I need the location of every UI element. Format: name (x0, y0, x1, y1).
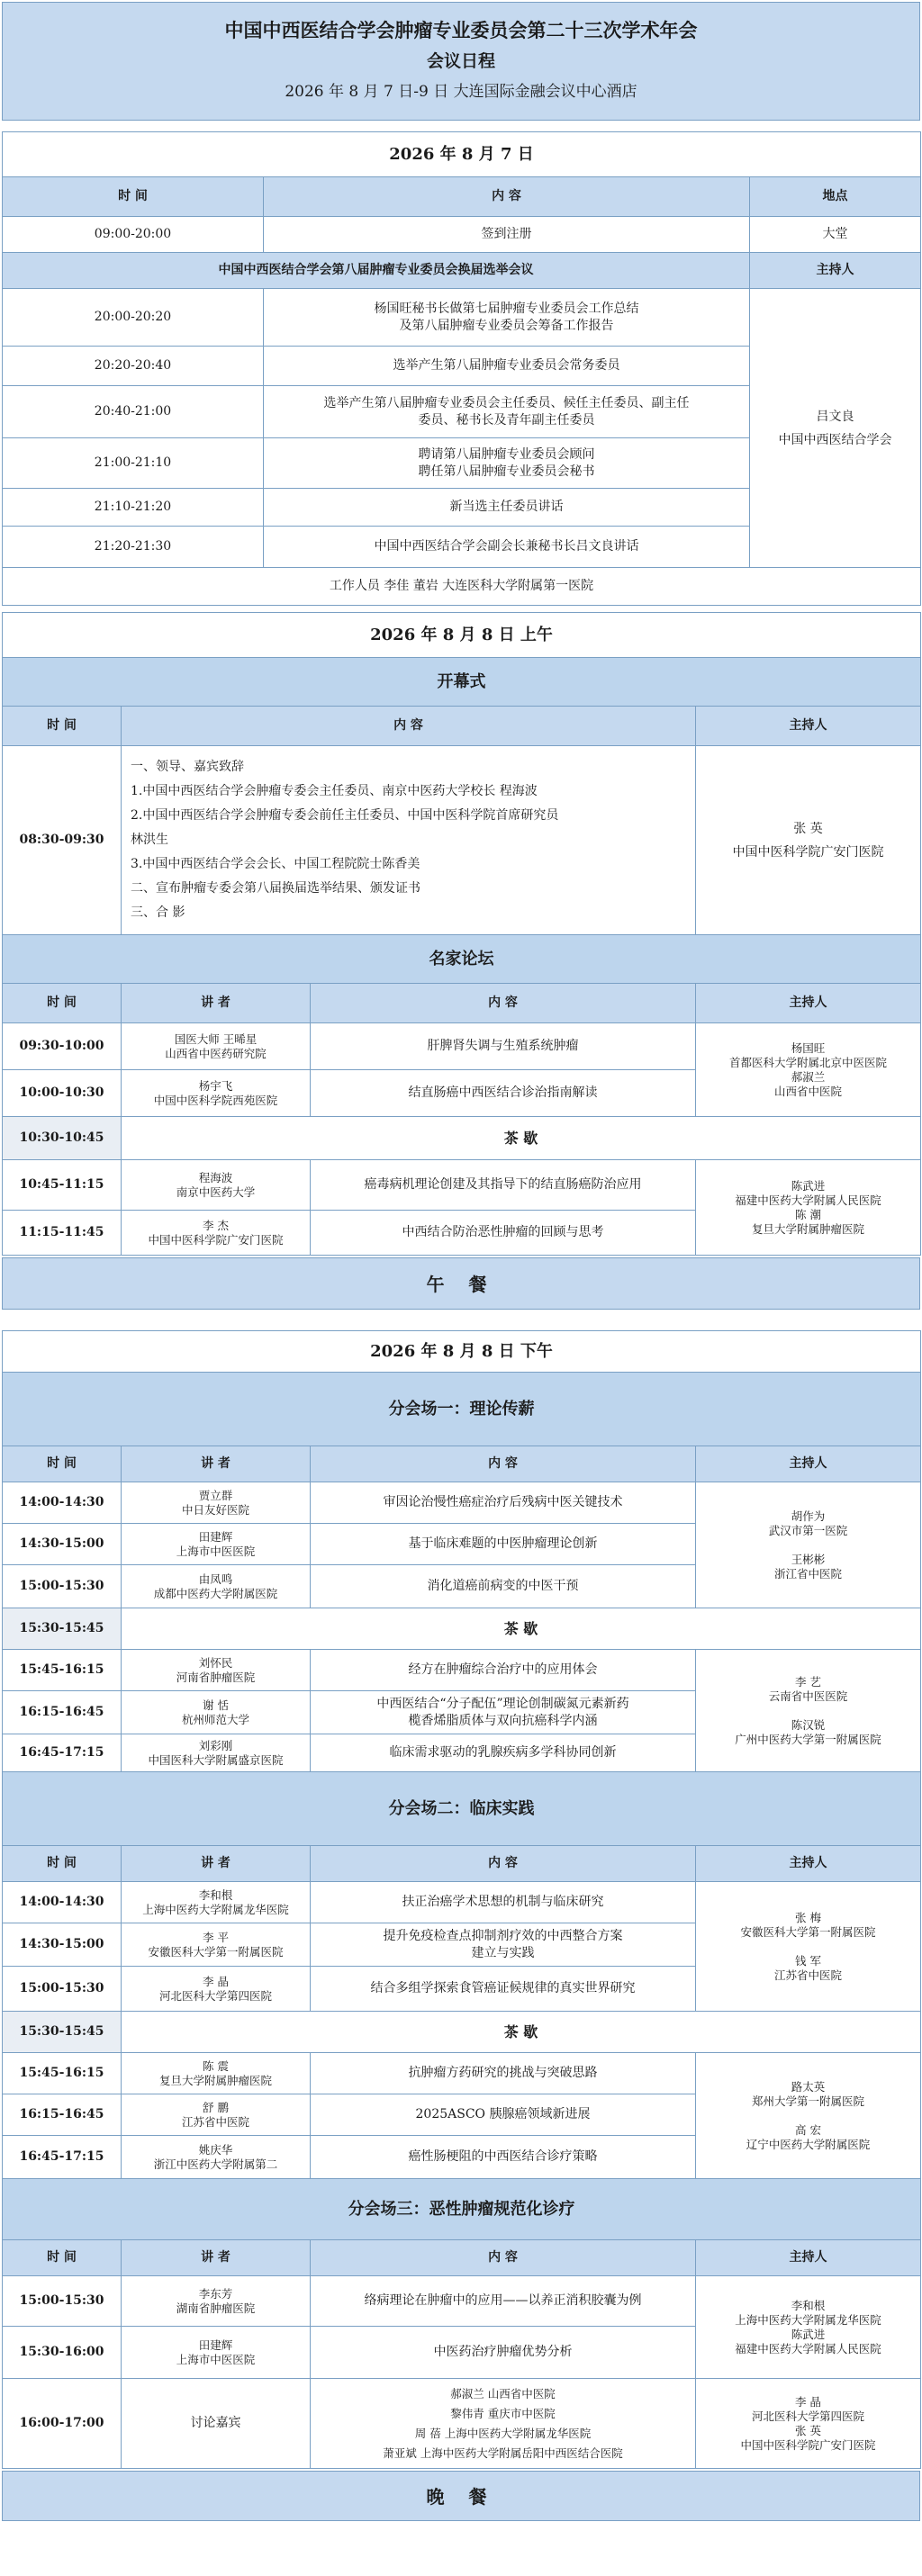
table-row-time: 20:40-21:00 (3, 386, 264, 438)
table-row-time: 15:00-15:30 (3, 1967, 122, 2012)
table-row-time: 16:15-16:45 (3, 1691, 122, 1734)
table-row-content: 结直肠癌中西医结合诊治指南解读 (311, 1070, 696, 1117)
list-item: 一、领导、嘉宾致辞 (131, 760, 244, 774)
table-row-time: 21:00-21:10 (3, 438, 264, 489)
table-row-time: 10:45-11:15 (3, 1160, 122, 1211)
list-item: 林洪生 (131, 833, 168, 847)
table-row-time: 09:30-10:00 (3, 1023, 122, 1070)
table-row-time: 21:20-21:30 (3, 527, 264, 568)
forum-title: 名家论坛 (3, 935, 921, 984)
table-row-speaker: 国医大师 王晞星 山西省中医药研究院 (122, 1023, 311, 1070)
table-row-content: 中西医结合“分子配伍”理论创制碳氮元素新药 榄香烯脂质体与双向抗癌科学内涵 (311, 1691, 696, 1734)
col-time: 时 间 (3, 707, 122, 746)
table-row-content: 基于临床难题的中医肿瘤理论创新 (311, 1524, 696, 1565)
table-row-content: 审因论治慢性癌症治疗后残病中医关键技术 (311, 1482, 696, 1524)
table-row-time: 15:45-16:15 (3, 1650, 122, 1691)
table-row-content: 抗肿瘤方药研究的挑战与突破思路 (311, 2053, 696, 2094)
staff-line: 工作人员 李佳 董岩 大连医科大学附属第一医院 (3, 568, 921, 606)
forum-hosts-1: 杨国旺 首都医科大学附属北京中医医院 郝淑兰 山西省中医院 (696, 1023, 921, 1117)
table-row-content: 2025ASCO 胰腺癌领域新进展 (311, 2094, 696, 2136)
col-content: 内 容 (311, 984, 696, 1023)
table-row-time: 14:00-14:30 (3, 1882, 122, 1923)
table-row-time: 21:10-21:20 (3, 489, 264, 527)
table-row-speaker: 李 平 安徽医科大学第一附属医院 (122, 1923, 311, 1967)
table-row-content: 扶正治癌学术思想的机制与临床研究 (311, 1882, 696, 1923)
col-host: 主持人 (696, 1446, 921, 1482)
col-content: 内 容 (122, 707, 696, 746)
opening-host: 张 英 中国中医科学院广安门医院 (696, 746, 921, 935)
table-row-time: 14:00-14:30 (3, 1482, 122, 1524)
col-time: 时 间 (3, 177, 264, 217)
session3-hosts-1: 李和根 上海中医药大学附属龙华医院 陈武进 福建中医药大学附属人民医院 (696, 2276, 921, 2379)
table-row-speaker: 李和根 上海中医药大学附属龙华医院 (122, 1882, 311, 1923)
col-speaker: 讲 者 (122, 1846, 311, 1882)
day2am-date: 2026 年 8 月 8 日 上午 (3, 613, 921, 658)
table-row-content: 肝脾肾失调与生殖系统肿瘤 (311, 1023, 696, 1070)
col-content: 内 容 (311, 1846, 696, 1882)
title-block (0, 2, 922, 121)
table-row-content: 新当选主任委员讲话 (264, 489, 750, 527)
col-speaker: 讲 者 (122, 1446, 311, 1482)
opening-items (122, 746, 696, 935)
tea-break: 茶 歇 (122, 1117, 921, 1160)
table-row-time: 15:00-15:30 (3, 1565, 122, 1608)
col-time: 时 间 (3, 2240, 122, 2276)
session3-title: 分会场三：恶性肿瘤规范化诊疗 (3, 2179, 921, 2240)
table-row-content: 聘请第八届肿瘤专业委员会顾问 聘任第八届肿瘤专业委员会秘书 (264, 438, 750, 489)
col-time: 时 间 (3, 984, 122, 1023)
lunch-bar: 午 餐 (2, 1257, 920, 1310)
list-item: 1.中国中西医结合学会肿瘤专委会主任委员、南京中医药大学校长 程海波 (131, 784, 538, 798)
session2-hosts-2: 路太英 郑州大学第一附属医院 高 宏 辽宁中医药大学附属医院 (696, 2053, 921, 2179)
table-row-content: 提升免疫检查点抑制剂疗效的中西整合方案 建立与实践 (311, 1923, 696, 1967)
table-row-time: 10:00-10:30 (3, 1070, 122, 1117)
table-row-time: 16:45-17:15 (3, 2136, 122, 2179)
table-row-speaker: 田建辉 上海市中医医院 (122, 1524, 311, 1565)
col-content: 内 容 (311, 2240, 696, 2276)
conference-title: 中国中西医结合学会肿瘤专业委员会第二十三次学术年会 (224, 19, 698, 41)
table-row-speaker: 舒 鹏 江苏省中医院 (122, 2094, 311, 2136)
agenda-subtitle: 会议日程 (426, 51, 495, 71)
table-row-speaker: 讨论嘉宾 (122, 2379, 311, 2469)
table-row-content: 选举产生第八届肿瘤专业委员会主任委员、候任主任委员、副主任 委员、秘书长及青年副主任委员 (264, 386, 750, 438)
list-item: 2.中国中西医结合学会肿瘤专委会前任主任委员、中国中医科学院首席研究员 (131, 808, 559, 823)
table-row-content: 中医药治疗肿瘤优势分析 (311, 2327, 696, 2379)
col-place: 地点 (750, 177, 921, 217)
host-label: 主持人 (750, 253, 921, 289)
table-row-time: 20:00-20:20 (3, 289, 264, 347)
table-row-content: 结合多组学探索食管癌证候规律的真实世界研究 (311, 1967, 696, 2012)
col-host: 主持人 (696, 2240, 921, 2276)
day2am-table (2, 612, 921, 1256)
table-row-speaker: 李 杰 中国中医科学院广安门医院 (122, 1211, 311, 1256)
table-row-speaker: 杨宇飞 中国中医科学院西苑医院 (122, 1070, 311, 1117)
table-row-speaker: 李 晶 河北医科大学第四医院 (122, 1967, 311, 2012)
dinner-bar: 晚 餐 (2, 2471, 920, 2521)
table-row-time: 20:20-20:40 (3, 347, 264, 386)
discussion-guests: 郝淑兰 山西省中医院 黎伟青 重庆市中医院 周 蓓 上海中医药大学附属龙华医院 萧亚斌 上海中医药大学附属岳阳中西医结合医院 (311, 2379, 696, 2469)
day2pm-table (2, 1330, 921, 2469)
table-row-content: 癌性肠梗阻的中西医结合诊疗策略 (311, 2136, 696, 2179)
day1-date: 2026 年 8 月 7 日 (3, 132, 921, 177)
table-row-speaker: 谢 恬 杭州师范大学 (122, 1691, 311, 1734)
day1-section (0, 131, 922, 606)
col-host: 主持人 (696, 984, 921, 1023)
table-row-time: 15:30-16:00 (3, 2327, 122, 2379)
col-host: 主持人 (696, 1846, 921, 1882)
session1-hosts-2: 李 艺 云南省中医医院 陈汉锐 广州中医药大学第一附属医院 (696, 1650, 921, 1772)
table-row-time: 14:30-15:00 (3, 1923, 122, 1967)
table-row-content: 消化道癌前病变的中医干预 (311, 1565, 696, 1608)
day2pm-date: 2026 年 8 月 8 日 下午 (3, 1331, 921, 1373)
table-row-content: 中西结合防治恶性肿瘤的回顾与思考 (311, 1211, 696, 1256)
table-row-time: 16:00-17:00 (3, 2379, 122, 2469)
opening-time: 08:30-09:30 (3, 746, 122, 935)
election-meeting-title: 中国中西医结合学会第八届肿瘤专业委员会换届选举会议 (3, 253, 750, 289)
registration-content: 签到注册 (264, 217, 750, 253)
table-row-content: 杨国旺秘书长做第七届肿瘤专业委员会工作总结 及第八届肿瘤专业委员会筹备工作报告 (264, 289, 750, 347)
day1-table (2, 131, 921, 606)
day2am-section (0, 612, 922, 1310)
table-row-content: 络病理论在肿瘤中的应用——以养正消积胶囊为例 (311, 2276, 696, 2327)
col-content: 内 容 (311, 1446, 696, 1482)
day2pm-section (0, 1330, 922, 2521)
table-row-speaker: 刘怀民 河南省肿瘤医院 (122, 1650, 311, 1691)
table-row-speaker: 陈 震 复旦大学附属肿瘤医院 (122, 2053, 311, 2094)
table-row-content: 中国中西医结合学会副会长兼秘书长吕文良讲话 (264, 527, 750, 568)
day1-host: 吕文良 中国中西医结合学会 (750, 289, 921, 568)
tea-break-time: 10:30-10:45 (3, 1117, 122, 1160)
table-row-time: 14:30-15:00 (3, 1524, 122, 1565)
list-item: 二、宣布肿瘤专委会第八届换届选举结果、颁发证书 (131, 881, 420, 896)
list-item: 3.中国中西医结合学会会长、中国工程院院士陈香美 (131, 857, 420, 871)
session1-hosts-1: 胡作为 武汉市第一医院 王彬彬 浙江省中医院 (696, 1482, 921, 1608)
table-row-speaker: 程海波 南京中医药大学 (122, 1160, 311, 1211)
table-row-time: 16:15-16:45 (3, 2094, 122, 2136)
tea-break: 茶 歇 (122, 1608, 921, 1650)
opening-ceremony-title: 开幕式 (3, 658, 921, 707)
col-time: 时 间 (3, 1846, 122, 1882)
table-row-speaker: 李东芳 湖南省肿瘤医院 (122, 2276, 311, 2327)
tea-break-time: 15:30-15:45 (3, 1608, 122, 1650)
table-row-speaker: 刘彩刚 中国医科大学附属盛京医院 (122, 1734, 311, 1772)
table-row-content: 经方在肿瘤综合治疗中的应用体会 (311, 1650, 696, 1691)
list-item: 三、合 影 (131, 905, 185, 920)
table-row-speaker: 姚庆华 浙江中医药大学附属第二 (122, 2136, 311, 2179)
table-row-time: 16:45-17:15 (3, 1734, 122, 1772)
table-row-time: 15:45-16:15 (3, 2053, 122, 2094)
date-venue: 2026 年 8 月 7 日-9 日 大连国际金融会议中心酒店 (285, 83, 637, 101)
col-host: 主持人 (696, 707, 921, 746)
session2-title: 分会场二：临床实践 (3, 1772, 921, 1846)
col-time: 时 间 (3, 1446, 122, 1482)
table-row-speaker: 贾立群 中日友好医院 (122, 1482, 311, 1524)
session1-title: 分会场一：理论传薪 (3, 1373, 921, 1446)
table-row-content: 临床需求驱动的乳腺疾病多学科协同创新 (311, 1734, 696, 1772)
table-row-speaker: 由凤鸣 成都中医药大学附属医院 (122, 1565, 311, 1608)
col-content: 内 容 (264, 177, 750, 217)
col-speaker: 讲 者 (122, 2240, 311, 2276)
tea-break: 茶 歇 (122, 2012, 921, 2053)
session2-hosts-1: 张 梅 安徽医科大学第一附属医院 钱 军 江苏省中医院 (696, 1882, 921, 2012)
col-speaker: 讲 者 (122, 984, 311, 1023)
tea-break-time: 15:30-15:45 (3, 2012, 122, 2053)
table-row-content: 癌毒病机理论创建及其指导下的结直肠癌防治应用 (311, 1160, 696, 1211)
table-row-time: 11:15-11:45 (3, 1211, 122, 1256)
session3-hosts-2: 李 晶 河北医科大学第四医院 张 英 中国中医科学院广安门医院 (696, 2379, 921, 2469)
registration-place: 大堂 (750, 217, 921, 253)
forum-hosts-2: 陈武进 福建中医药大学附属人民医院 陈 潮 复旦大学附属肿瘤医院 (696, 1160, 921, 1256)
table-row-content: 选举产生第八届肿瘤专业委员会常务委员 (264, 347, 750, 386)
table-row-speaker: 田建辉 上海市中医医院 (122, 2327, 311, 2379)
table-row-time: 15:00-15:30 (3, 2276, 122, 2327)
registration-time: 09:00-20:00 (3, 217, 264, 253)
